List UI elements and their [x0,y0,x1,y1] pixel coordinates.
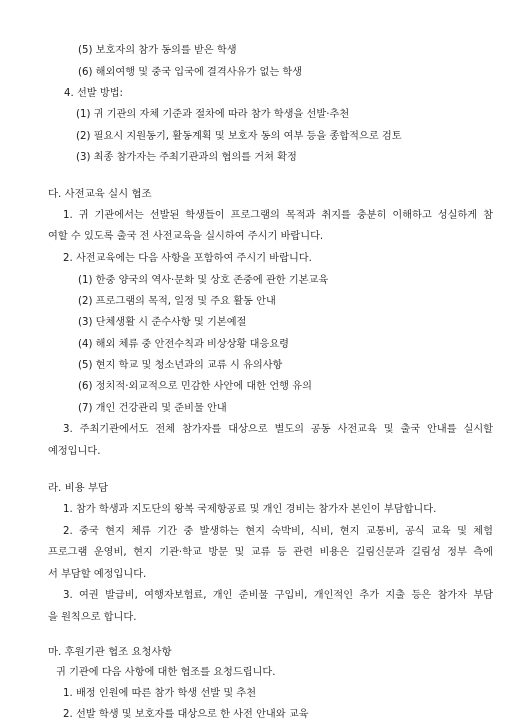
section-heading-cost: 라. 비용 부담 [48,482,109,494]
selection-criterion-6: (6) 해외여행 및 중국 입국에 결격사유가 없는 학생 [78,67,303,78]
pre-education-item-2: (2) 프로그램의 목적, 일정 및 주요 활동 안내 [78,296,276,307]
pre-education-item-5: (5) 현지 학교 및 청소년과의 교류 시 유의사항 [78,360,283,371]
selection-criterion-5: (5) 보호자의 참가 동의를 받은 학생 [78,45,237,56]
pre-education-para-2: 2. 사전교육에는 다음 사항을 포함하여 주시기 바랍니다. [63,253,312,264]
pre-education-item-4: (4) 해외 체류 중 안전수칙과 비상상황 대응요령 [78,339,289,350]
pre-education-para-3-line-1: 3. 주최기관에서도 전체 참가자를 대상으로 별도의 공동 사전교육 및 출국 안내를 실시할 [63,424,493,435]
pre-education-item-1: (1) 한중 양국의 역사·문화 및 상호 존중에 관한 기본교육 [78,275,329,286]
pre-education-item-6: (6) 정치적·외교적으로 민감한 사안에 대한 언행 유의 [78,381,312,392]
pre-education-item-3: (3) 단체생활 시 준수사항 및 기본예절 [78,317,247,328]
selection-method-heading: 4. 선발 방법: [64,88,123,99]
sponsor-request-item-2: 2. 선발 학생 및 보호자를 대상으로 한 사전 안내와 교육 [63,709,309,720]
pre-education-para-1-line-1: 1. 귀 기관에서는 선발된 학생들이 프로그램의 목적과 취지를 충분히 이해하고 성실하게 참 [63,210,493,221]
selection-method-1: (1) 귀 기관의 자체 기준과 절차에 따라 참가 학생을 선발·추천 [76,109,350,120]
sponsor-request-item-1: 1. 배정 인원에 따른 참가 학생 선발 및 추천 [63,688,257,699]
cost-para-2-line-3: 서 부담할 예정입니다. [48,569,147,580]
selection-method-2: (2) 필요시 지원동기, 활동계획 및 보호자 동의 여부 등을 종합적으로 검토 [76,131,402,142]
cost-para-2-line-2: 프로그램 운영비, 현지 기관·학교 방문 및 교류 등 관련 비용은 길림신문과 길림성 정부 측에 [48,547,493,558]
selection-method-3: (3) 최종 참가자는 주최기관과의 협의를 거쳐 확정 [76,152,297,163]
cost-para-1: 1. 참가 학생과 지도단의 왕복 국제항공료 및 개인 경비는 참가자 본인이 부담합니다. [63,504,437,515]
sponsor-requests-intro: 귀 기관에 다음 사항에 대한 협조를 요청드립니다. [56,667,276,678]
pre-education-item-7: (7) 개인 건강관리 및 준비물 안내 [78,403,227,414]
section-heading-sponsor-requests: 마. 후원기관 협조 요청사항 [48,646,172,658]
pre-education-para-3-line-2: 예정입니다. [48,446,101,457]
section-heading-pre-education: 다. 사전교육 실시 협조 [48,188,152,200]
pre-education-para-1-line-2: 여할 수 있도록 출국 전 사전교육을 실시하여 주시기 바랍니다. [48,231,324,242]
cost-para-3-line-2: 을 원칙으로 합니다. [48,612,137,623]
cost-para-3-line-1: 3. 여권 발급비, 여행자보험료, 개인 준비물 구입비, 개인적인 추가 지출 등은 참가자 부담 [63,590,493,601]
cost-para-2-line-1: 2. 중국 현지 체류 기간 중 발생하는 현지 숙박비, 식비, 현지 교통비, 공식 교육 및 체험 [63,526,493,537]
